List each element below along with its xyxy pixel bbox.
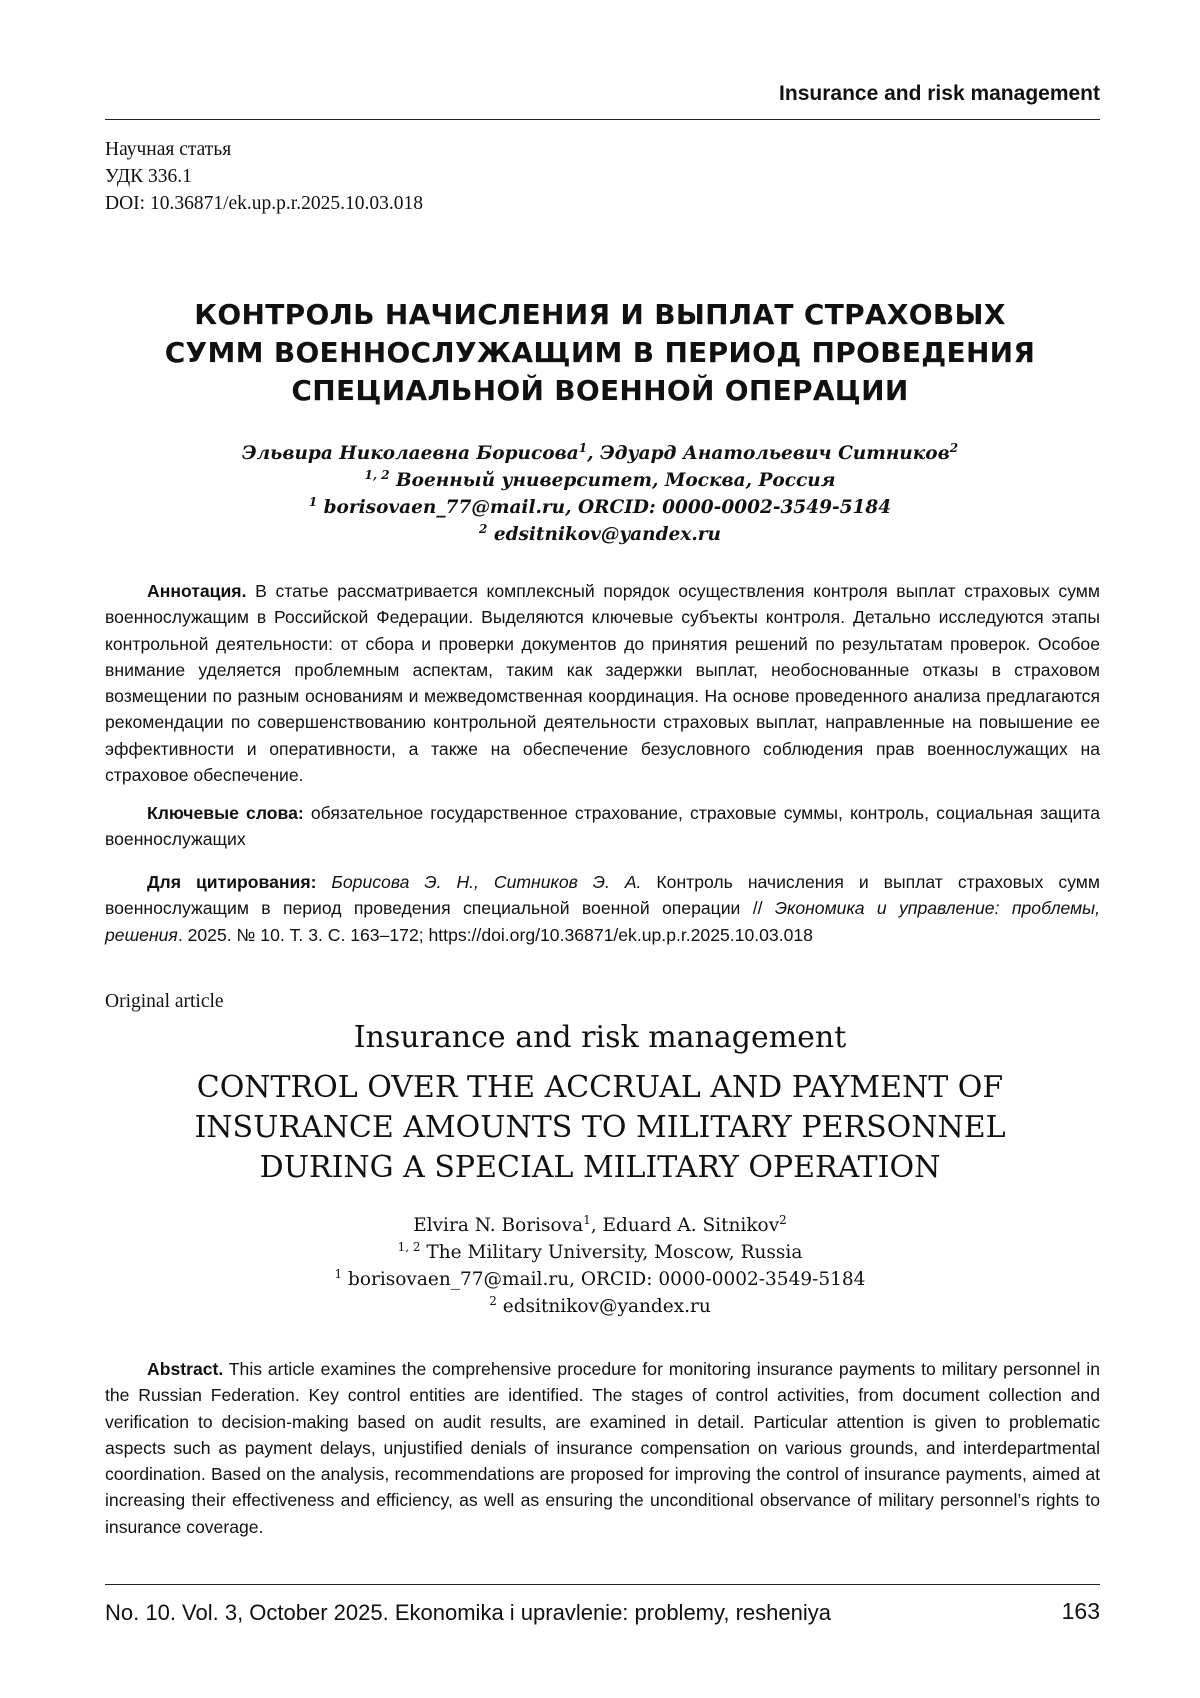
ru-author-separator: ,	[587, 443, 600, 464]
en-author-sup: 1	[583, 1212, 591, 1227]
ru-cite-title: Контроль начисления и выплат страховых сумм военнослужащим в период проведения специальной военной операции //	[105, 872, 1100, 919]
ru-annotation	[105, 578, 1100, 788]
ru-email-text[interactable]: borisovaen_77@mail.ru, ORCID: 0000-0002-3549-5184	[317, 497, 892, 518]
ru-author-line	[105, 440, 1095, 467]
ru-affiliation-text: Военный университет, Москва, Россия	[389, 470, 836, 491]
ru-email-2	[105, 521, 1095, 548]
en-email-sup: 1	[334, 1266, 343, 1281]
ru-email-sup: 2	[479, 521, 488, 536]
ru-email-text[interactable]: edsitnikov@yandex.ru	[487, 524, 721, 545]
en-email-text[interactable]: borisovaen_77@mail.ru, ORCID: 0000-0002-3549-5184	[342, 1269, 866, 1290]
en-affiliation	[105, 1239, 1095, 1266]
en-abstract	[105, 1356, 1100, 1540]
ru-cite-tail[interactable]: . 2025. № 10. Т. 3. С. 163–172; https://doi.org/10.36871/ek.up.p.r.2025.10.03.018	[177, 924, 813, 945]
ru-email-sup: 1	[308, 494, 318, 509]
ru-citation	[105, 869, 1100, 948]
ru-author-sup: 2	[949, 440, 959, 455]
ru-email-1	[105, 494, 1095, 521]
en-section-title: Insurance and risk management	[353, 1020, 847, 1055]
ru-title-line: КОНТРОЛЬ НАЧИСЛЕНИЯ И ВЫПЛАТ СТРАХОВЫХ	[194, 298, 1006, 331]
en-email-1	[105, 1266, 1095, 1293]
en-title-line: DURING A SPECIAL MILITARY OPERATION	[259, 1150, 941, 1185]
ru-cite-journal: Экономика и управление: проблемы, решения	[105, 898, 1100, 945]
ru-author-block	[105, 440, 1095, 548]
en-title	[105, 1068, 1095, 1188]
ru-author-sup: 1	[578, 440, 588, 455]
ru-annotation-text: В статье рассматривается комплексный порядок осуществления контроля выплат страховых сумм военнослужащим в Российской Федерации. Выделяются ключевые субъекты контроля. Детально исследуются этапы контрольной деятельности: от сбора и проверки документов до принятия решений по результатам проверок. Особое внимание уделяется проблемным аспектам, таким как задержки выплат, необоснованные отказы в страховом возмещении по разным основаниям и межведомственная координация. На основе проведенного анализа предлагаются рекомендации по совершенствованию контрольной деятельности страховых выплат, направленные на повышение ее эффективности и оперативности, а также на обеспечение безусловного соблюдения прав военнослужащих на страховое обеспечение.	[105, 581, 1100, 786]
udc-code: УДК 336.1	[105, 166, 192, 187]
en-affiliation-text: The Military University, Moscow, Russia	[420, 1242, 803, 1263]
en-author-line	[105, 1212, 1095, 1239]
page-number: 163	[1061, 1598, 1100, 1624]
ru-author-name: Эдуард Анатольевич Ситников	[599, 443, 950, 464]
ru-annotation-label: Аннотация.	[147, 581, 247, 601]
en-affiliation-sup: 1, 2	[397, 1239, 421, 1254]
running-head: Insurance and risk management	[779, 82, 1100, 105]
en-abstract-text: This article examines the comprehensive procedure for monitoring insurance payments to military personnel in the Russian Federation. Key control entities are identified. The stages of control activities, from document collection and verification to decision-making based on audit results, are examined in detail. Particular attention is given to problematic aspects such as payment delays, unjustified denials of insurance compensation on various grounds, and interdepartmental coordination. Based on the analysis, recommendations are proposed for improving the control of insurance payments, aimed at increasing their effectiveness and efficiency, as well as ensuring the unconditional observance of military personnel’s rights to insurance coverage.	[105, 1359, 1100, 1537]
ru-title-line: СУММ ВОЕННОСЛУЖАЩИМ В ПЕРИОД ПРОВЕДЕНИЯ	[164, 336, 1036, 369]
en-email-sup: 2	[489, 1293, 497, 1308]
en-author-name: Eduard A. Sitnikov	[602, 1215, 780, 1236]
en-email-2	[105, 1293, 1095, 1320]
article-type-ru: Научная статья	[105, 139, 232, 160]
ru-title-line: СПЕЦИАЛЬНОЙ ВОЕННОЙ ОПЕРАЦИИ	[291, 374, 909, 407]
footer-journal-info: No. 10. Vol. 3, October 2025. Ekonomika i upravlenie: problemy, resheniya	[105, 1600, 831, 1625]
en-email-text[interactable]: edsitnikov@yandex.ru	[496, 1296, 711, 1317]
ru-author-name: Эльвира Николаевна Борисова	[241, 443, 579, 464]
ru-keywords-text: обязательное государственное страхование, страховые суммы, контроль, социальная защита военнослужащих	[105, 803, 1100, 850]
ru-cite-label: Для цитирования:	[147, 872, 317, 892]
en-abstract-label: Abstract.	[147, 1359, 224, 1379]
en-author-block	[105, 1212, 1095, 1320]
en-author-name: Elvira N. Borisova	[413, 1215, 584, 1236]
ru-keywords-label: Ключевые слова:	[147, 803, 304, 823]
ru-cite-authors: Борисова Э. Н., Ситников Э. А.	[316, 872, 642, 892]
ru-affiliation	[105, 467, 1095, 494]
en-author-sup: 2	[779, 1212, 787, 1227]
header-divider	[105, 119, 1100, 120]
en-title-line: CONTROL OVER THE ACCRUAL AND PAYMENT OF	[196, 1070, 1004, 1105]
article-meta	[105, 136, 423, 217]
ru-keywords	[105, 800, 1100, 853]
ru-title	[105, 296, 1095, 410]
en-author-separator: ,	[590, 1215, 603, 1236]
en-article-type: Original article	[105, 991, 224, 1012]
ru-affiliation-sup: 1, 2	[364, 467, 390, 482]
en-title-line: INSURANCE AMOUNTS TO MILITARY PERSONNEL	[194, 1110, 1006, 1145]
footer-divider	[105, 1584, 1100, 1585]
doi[interactable]: DOI: 10.36871/ek.up.p.r.2025.10.03.018	[105, 193, 423, 214]
